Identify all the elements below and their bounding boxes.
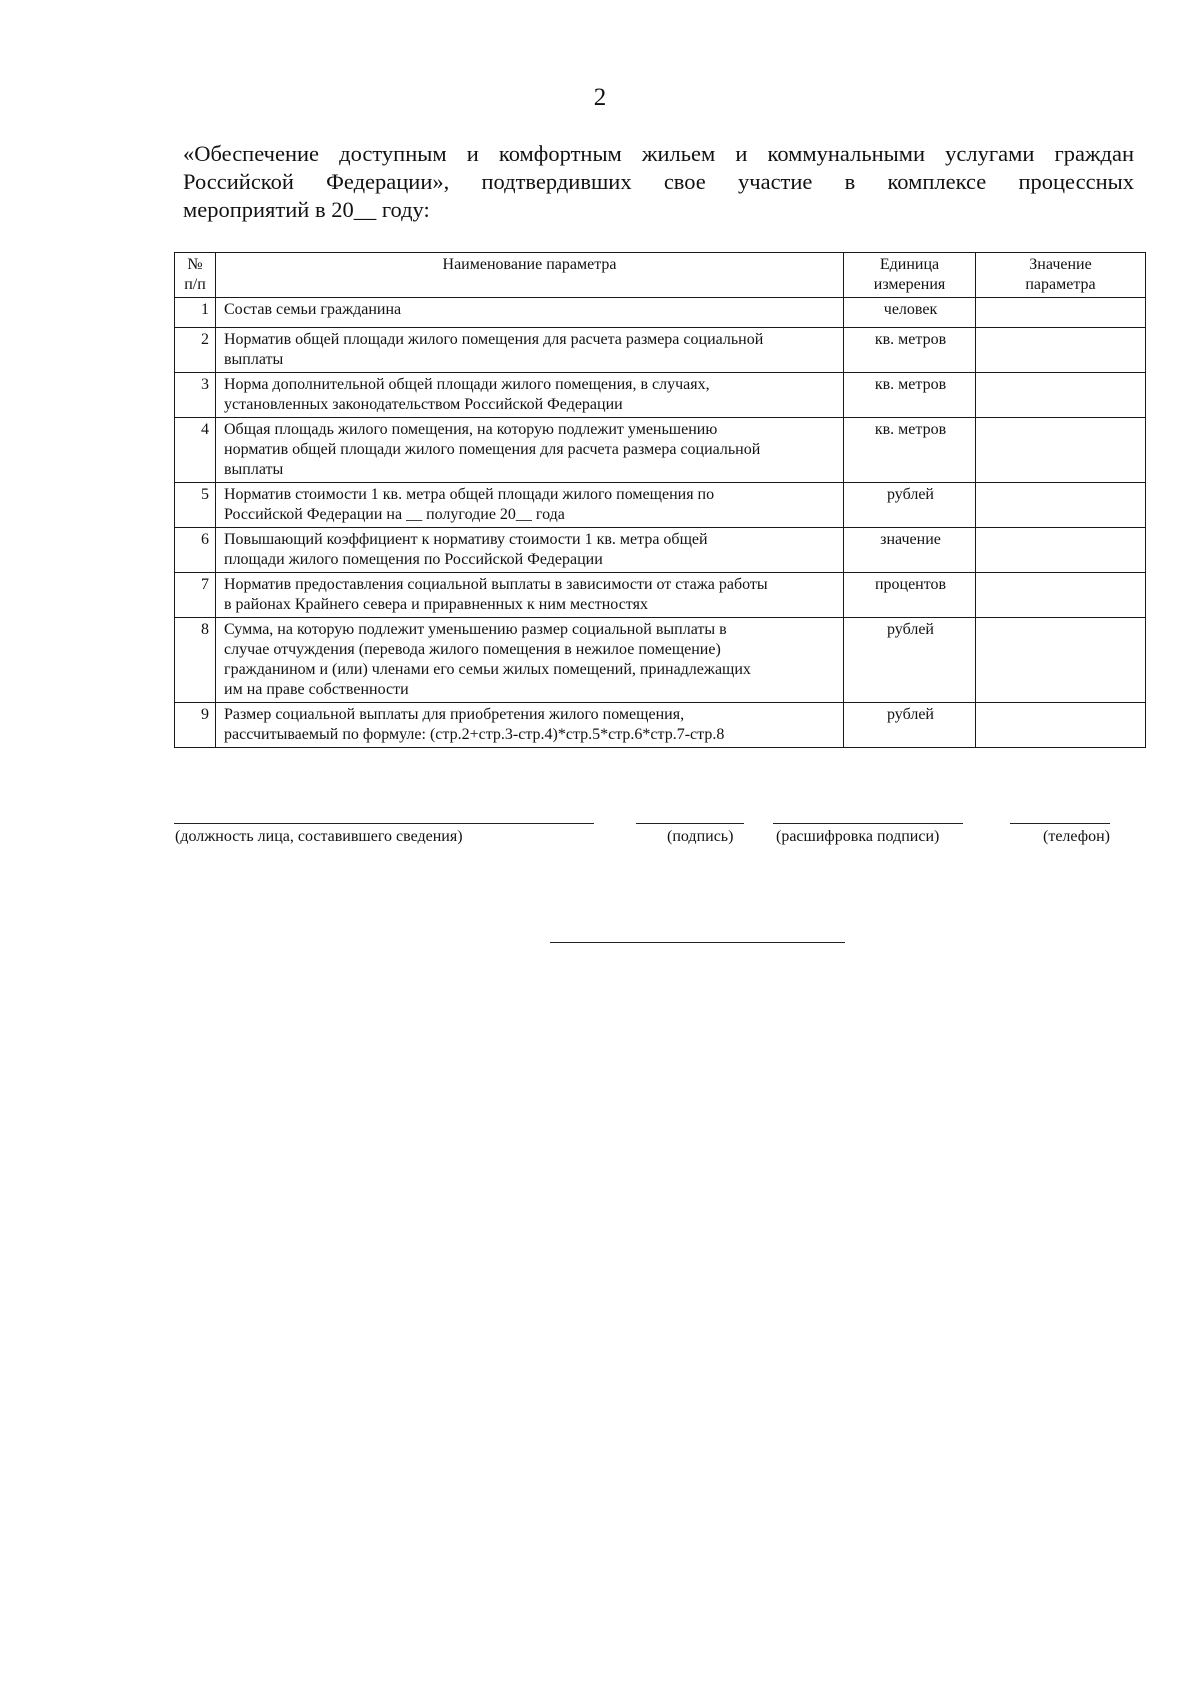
bottom-separator-line (550, 942, 845, 943)
row-name (216, 703, 844, 748)
intro-line: мероприятий в 20__ году: (183, 197, 430, 222)
header-value (976, 253, 1146, 298)
page-number: 2 (593, 84, 607, 111)
row-num: 4 (175, 418, 216, 483)
row-name-line: Сумма, на которую подлежит уменьшению размер социальной выплаты в (224, 621, 727, 638)
row-name-line: выплаты (224, 351, 284, 368)
header-num-line: № (187, 256, 203, 273)
row-name-line: Размер социальной выплаты для приобретения жилого помещения, (224, 706, 685, 723)
row-num: 7 (175, 573, 216, 618)
row-num: 6 (175, 528, 216, 573)
table-row (175, 298, 1146, 328)
phone-caption: (телефон) (1043, 828, 1110, 845)
header-name-text: Наименование параметра (442, 256, 617, 273)
row-unit: процентов (844, 573, 976, 618)
header-num (175, 253, 216, 298)
row-value-cell (976, 618, 1146, 703)
header-value-line: параметра (1025, 276, 1096, 293)
header-unit-line: измерения (873, 276, 946, 293)
intro-paragraph (183, 140, 1134, 224)
row-unit: кв. метров (844, 418, 976, 483)
row-value-cell (976, 328, 1146, 373)
row-name (216, 573, 844, 618)
row-value-cell (976, 573, 1146, 618)
row-unit: кв. метров (844, 373, 976, 418)
table-row (175, 618, 1146, 703)
decoding-signature-line (773, 823, 963, 824)
row-unit: рублей (844, 483, 976, 528)
position-caption: (должность лица, составившего сведения) (175, 828, 463, 845)
row-name-line: Российской Федерации на __ полугодие 20__ года (224, 506, 565, 523)
header-num-line: п/п (184, 276, 206, 293)
row-num: 3 (175, 373, 216, 418)
row-value-cell (976, 703, 1146, 748)
row-unit: кв. метров (844, 328, 976, 373)
row-value-cell (976, 298, 1146, 328)
row-name-line: Состав семьи гражданина (224, 301, 402, 318)
table-row (175, 418, 1146, 483)
table-row (175, 528, 1146, 573)
row-name-line: им на праве собственности (224, 681, 409, 698)
row-name-line: выплаты (224, 461, 284, 478)
row-name (216, 373, 844, 418)
row-num: 5 (175, 483, 216, 528)
row-name-line: гражданином и (или) членами его семьи жилых помещений, принадлежащих (224, 661, 751, 678)
row-num: 1 (175, 298, 216, 328)
row-value-cell (976, 483, 1146, 528)
row-unit: рублей (844, 618, 976, 703)
phone-signature-line (1010, 823, 1110, 824)
header-value-line: Значение (1029, 256, 1092, 273)
row-name-line: случае отчуждения (перевода жилого помещения в нежилое помещение) (224, 641, 721, 658)
row-name (216, 483, 844, 528)
signature-caption: (подпись) (667, 828, 734, 845)
table-header-row (175, 253, 1146, 298)
row-name-line: Норматив стоимости 1 кв. метра общей площади жилого помещения по (224, 486, 715, 503)
row-name (216, 298, 844, 328)
header-unit (844, 253, 976, 298)
table-row (175, 328, 1146, 373)
signature-line (636, 823, 744, 824)
header-unit-line: Единица (879, 256, 940, 273)
row-unit: значение (844, 528, 976, 573)
table-row (175, 483, 1146, 528)
row-name-line: Общая площадь жилого помещения, на которую подлежит уменьшению (224, 421, 718, 438)
parameters-table (174, 252, 1146, 748)
row-name (216, 528, 844, 573)
row-num: 8 (175, 618, 216, 703)
row-name-line: установленных законодательством Российской Федерации (224, 396, 623, 413)
row-unit: рублей (844, 703, 976, 748)
row-name (216, 618, 844, 703)
row-name-line: Норматив предоставления социальной выплаты в зависимости от стажа работы (224, 576, 768, 593)
row-name (216, 328, 844, 373)
row-value-cell (976, 528, 1146, 573)
row-name-line: Норматив общей площади жилого помещения для расчета размера социальной (224, 331, 764, 348)
table-row (175, 373, 1146, 418)
row-num: 2 (175, 328, 216, 373)
intro-line: Российской Федерации», подтвердивших свое участие в комплексе процессных (183, 169, 1134, 194)
row-name (216, 418, 844, 483)
decoding-caption: (расшифровка подписи) (776, 828, 940, 845)
row-name-line: Норма дополнительной общей площади жилого помещения, в случаях, (224, 376, 710, 393)
row-name-line: Повышающий коэффициент к нормативу стоимости 1 кв. метра общей (224, 531, 708, 548)
intro-line: «Обеспечение доступным и комфортным жильем и коммунальными услугами граждан (183, 141, 1134, 166)
row-value-cell (976, 373, 1146, 418)
row-value-cell (976, 418, 1146, 483)
row-name-line: рассчитываемый по формуле: (стр.2+стр.3-стр.4)*стр.5*стр.6*стр.7-стр.8 (224, 726, 725, 743)
row-name-line: площади жилого помещения по Российской Федерации (224, 551, 603, 568)
row-num: 9 (175, 703, 216, 748)
row-name-line: норматив общей площади жилого помещения для расчета размера социальной (224, 441, 761, 458)
table-row (175, 703, 1146, 748)
header-name (216, 253, 844, 298)
row-unit: человек (844, 298, 976, 328)
row-name-line: в районах Крайнего севера и приравненных к ним местностях (224, 596, 648, 613)
position-signature-line (174, 823, 594, 824)
table-row (175, 573, 1146, 618)
